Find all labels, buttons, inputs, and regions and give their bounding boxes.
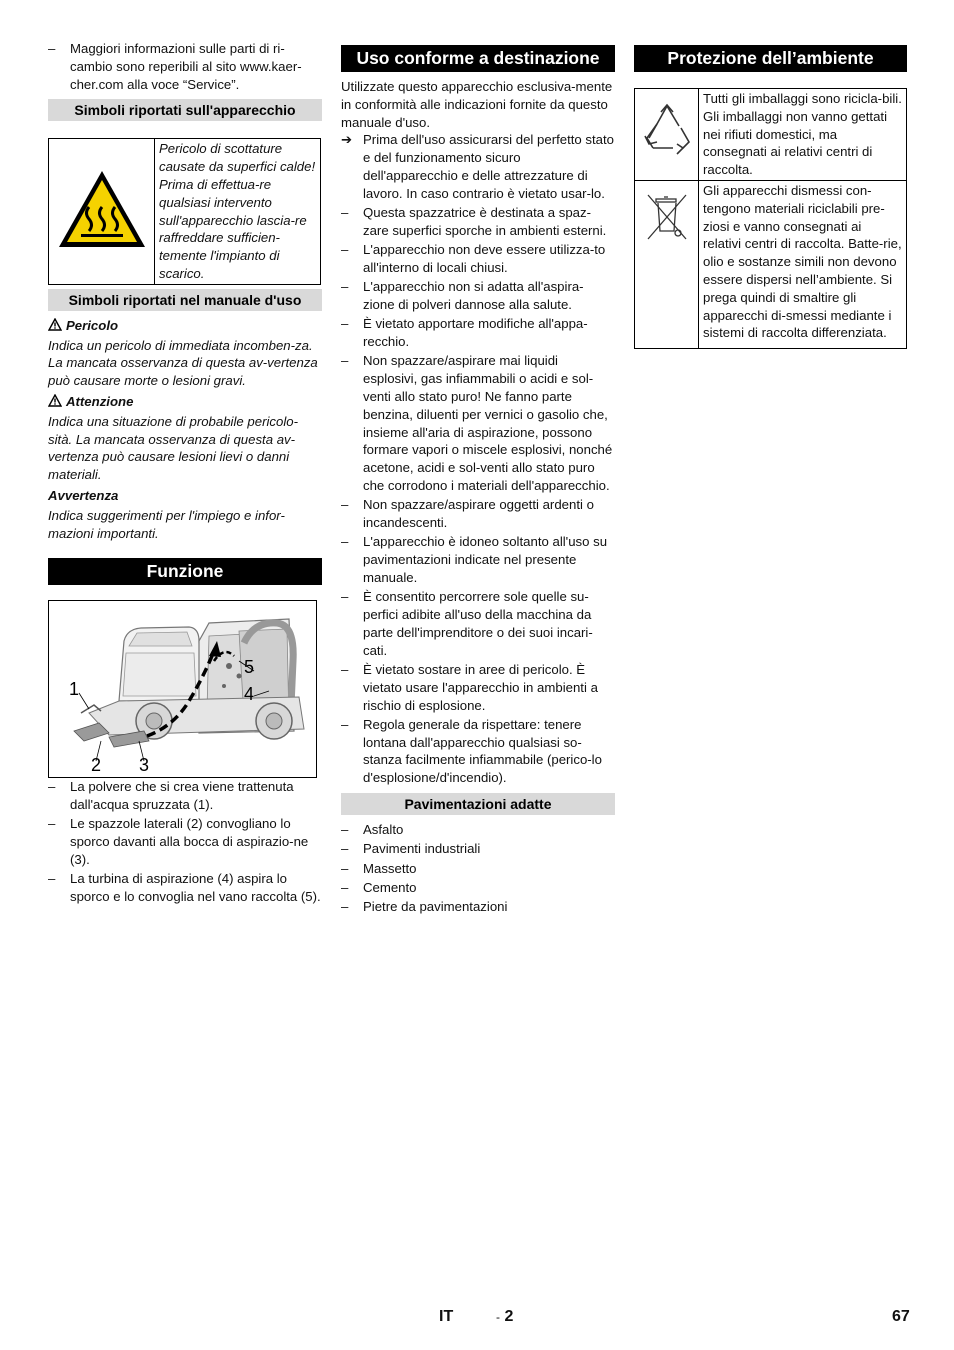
figure-label-3: 3 [139,755,150,776]
footer-language: IT [439,1308,454,1325]
note-block [48,487,322,542]
list-item [48,870,322,906]
list-item [341,204,615,240]
weee-text: Gli apparecchi dismessi con-tengono materiali riciclabili pre-ziosi e vanno consegnati ai relativi centri di raccolta. Batte-rie, olio e sostanze simili non devono essere dispersi nell’ambiente. Si prega quindi di smaltire gli apparecchi di-smessi mediante i sistemi di raccolta differenziata. [699,180,907,348]
list-item [341,315,615,351]
list-item-text: Pavimenti industriali [363,841,481,857]
environment-table [634,88,907,349]
hot-surface-warning-icon [55,167,149,251]
list-item-text: Le spazzole laterali (2) convogliano lo sporco davanti alla bocca di aspirazio-ne (3). [70,816,309,868]
list-item-text: Questa spazzatrice è destinata a spaz-zare superfici sporche in ambienti esterni. [363,205,607,238]
list-item-text: Prima dell'uso assicurarsi del perfetto stato e del funzionamento sicuro dell'apparecchio e delle attrezzature di lavoro. In caso contrario è vietato usar-lo. [363,132,614,201]
list-item-text: È vietato apportare modifiche all'appa-recchio. [363,316,588,350]
recycling-icon [639,102,695,162]
list-item-text: Cemento [363,879,417,895]
section-heading-surfaces: Pavimentazioni adatte [341,793,615,815]
list-item [341,278,615,314]
list-item-arrow [341,131,615,202]
list-item [341,496,615,532]
footer-section-page: - 2 [496,1308,514,1325]
column-right [634,45,907,349]
warning-text: Indica una situazione di probabile pericolo-sità. La mancata osservanza di questa av-vertenza può causare lesioni lievi o danni materiali. [48,413,298,483]
list-item-text: Regola generale da rispettare: tenere lontana dall'apparecchio qualsiasi so-stanza facilmente infiammabile (perico-lo d'esplosione/d'incendio). [363,716,602,786]
note-text: Indica suggerimenti per l'impiego e infor-mazioni importanti. [48,507,285,541]
list-item-text: Pietre da pavimentazioni [363,899,508,915]
list-item-text: Non spazzare/aspirare mai liquidi esplosivi, gas infiammabili o acidi e sol-venti allo stato puro! Ne fanno parte benzina, diluenti per vernici o gasolio che, insieme all'aria di aspirazione, possono formare vapori o miscele esplosivi, nonché acetone, acidi e sol-venti allo stato puro che corrodono i materiali dell'apparecchio. [363,353,613,494]
list-item [48,815,322,868]
list-item-text: L'apparecchio non si adatta all'aspira-zione di polveri dannose alla salute. [363,279,584,313]
symbol-table [48,138,321,284]
list-item [48,778,322,814]
sweeper-function-figure [48,600,317,778]
column-middle [341,45,615,918]
list-item-text: Massetto [363,860,417,876]
list-item-text: È vietato sostare in aree di pericolo. È vietato usare l'apparecchio in ambienti a rischio di esplosione. [363,662,598,713]
warning-block [48,393,322,484]
list-item-text: La polvere che si crea viene trattenuta dall'acqua spruzzata (1). [70,779,294,813]
warning-triangle-icon [48,394,62,407]
intended-use-intro: Utilizzate questo apparecchio esclusiva-mente in conformità alle indicazioni fornite da questo manuale d'uso. [341,79,613,130]
danger-text: Indica un pericolo di immediata incomben-za. La mancata osservanza di questa av-vertenza può causare morte o lesioni gravi. [48,337,318,389]
list-item [341,840,615,858]
list-item-text: Maggiori informazioni sulle parti di ri-cambio sono reperibili al sito www.kaer-cher.com alla voce “Service”. [70,41,302,92]
section-heading-symbols-manual: Simboli riportati nel manuale d'uso [48,289,322,311]
sweeper-illustration [49,601,316,777]
list-item-text: È consentito percorrere sole quelle su-perfici adibite all'uso della macchina da parte dell'imprenditore o dei suoi incari-cati. [363,589,593,658]
weee-cell [635,180,699,348]
danger-block [48,317,322,390]
arrow-right-icon: ➔ [341,132,353,148]
recycle-cell [635,89,699,181]
recycle-text: Tutti gli imballaggi sono ricicla-bili. Gli imballaggi non vanno gettati nei rifiuti domestici, ma consegnati ai relativi centri di raccolta. [699,89,907,181]
list-item [48,40,310,93]
list-item-text: Asfalto [363,822,404,838]
section-heading-symbols-device: Simboli riportati sull'apparecchio [48,99,322,121]
figure-label-5: 5 [244,657,255,678]
list-item [341,821,615,839]
list-item [341,898,615,916]
list-item [341,716,615,787]
figure-label-1: 1 [69,679,80,700]
note-title: Avvertenza [48,487,119,503]
warning-title: Attenzione [66,393,134,409]
list-item [341,241,615,277]
list-item-text: L'apparecchio non deve essere utilizza-to all'interno di locali chiusi. [363,242,606,275]
danger-triangle-icon [48,318,62,331]
list-item-text: La turbina di aspirazione (4) aspira lo sporco e lo convoglia nel vano raccolta (5). [70,871,321,905]
column-left [48,40,322,907]
list-item [341,661,615,714]
list-item [341,352,615,494]
footer-page-number: 67 [892,1308,910,1325]
figure-label-4: 4 [244,684,255,705]
section-heading-intended-use: Uso conforme a destinazione [341,45,615,72]
list-item [341,860,615,878]
hot-surface-cell [49,139,155,284]
danger-title: Pericolo [66,317,119,333]
crossed-bin-icon [644,191,690,245]
list-item-text: Non spazzare/aspirare oggetti ardenti o incandescenti. [363,497,594,531]
figure-label-2: 2 [91,755,102,776]
list-item [341,879,615,897]
section-heading-function: Funzione [48,558,322,585]
list-item [341,588,615,659]
hot-surface-text: Pericolo di scottature causate da superfici calde! Prima di effettua-re qualsiasi intervento sull'apparecchio lascia-re raffreddare sufficien-temente l'impianto di scarico. [155,139,321,284]
list-item-text: L'apparecchio è idoneo soltanto all'uso su pavimentazioni indicate nel presente manuale. [363,534,608,586]
section-heading-environment: Protezione dell’ambiente [634,45,907,72]
list-item [341,533,615,586]
